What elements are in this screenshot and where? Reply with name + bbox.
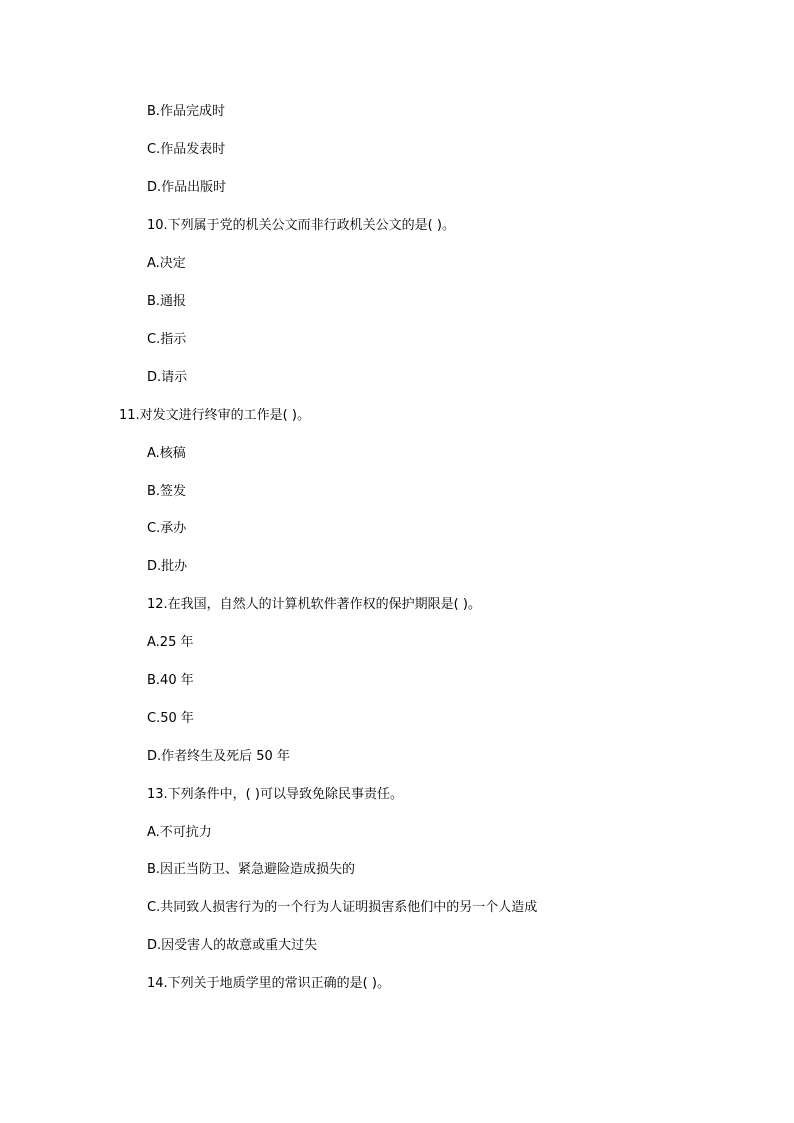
option-text: C.指示 [147,332,187,347]
option-text: C.50 年 [147,711,194,726]
option-text: A.决定 [147,256,186,271]
question-text: 11.对发文进行终审的工作是( )。 [119,408,310,423]
option-text: B.40 年 [147,673,194,688]
option-text: B.签发 [147,484,187,499]
option-text: A.不可抗力 [147,825,212,840]
option-text: B.因正当防卫、紧急避险造成损失的 [147,862,356,877]
option-text: D.批办 [147,559,188,574]
option-text: C.共同致人损害行为的一个行为人证明损害系他们中的另一个人造成 [147,900,538,915]
question-text: 13.下列条件中，( )可以导致免除民事责任。 [147,787,403,802]
option-text: D.因受害人的故意或重大过失 [147,938,318,953]
question-text: 10.下列属于党的机关公文而非行政机关公文的是( )。 [147,218,455,233]
option-text: A.25 年 [147,635,194,650]
option-text: C.承办 [147,521,187,536]
option-text: A.核稿 [147,446,186,461]
question-text: 14.下列关于地质学里的常识正确的是( )。 [147,976,390,991]
option-text: D.作品出版时 [147,180,227,195]
option-text: C.作品发表时 [147,142,226,157]
option-text: B.通报 [147,294,187,309]
question-text: 12.在我国，自然人的计算机软件著作权的保护期限是( )。 [147,597,481,612]
option-text: D.请示 [147,370,188,385]
option-text: D.作者终生及死后 50 年 [147,749,290,764]
option-text: B.作品完成时 [147,104,226,119]
